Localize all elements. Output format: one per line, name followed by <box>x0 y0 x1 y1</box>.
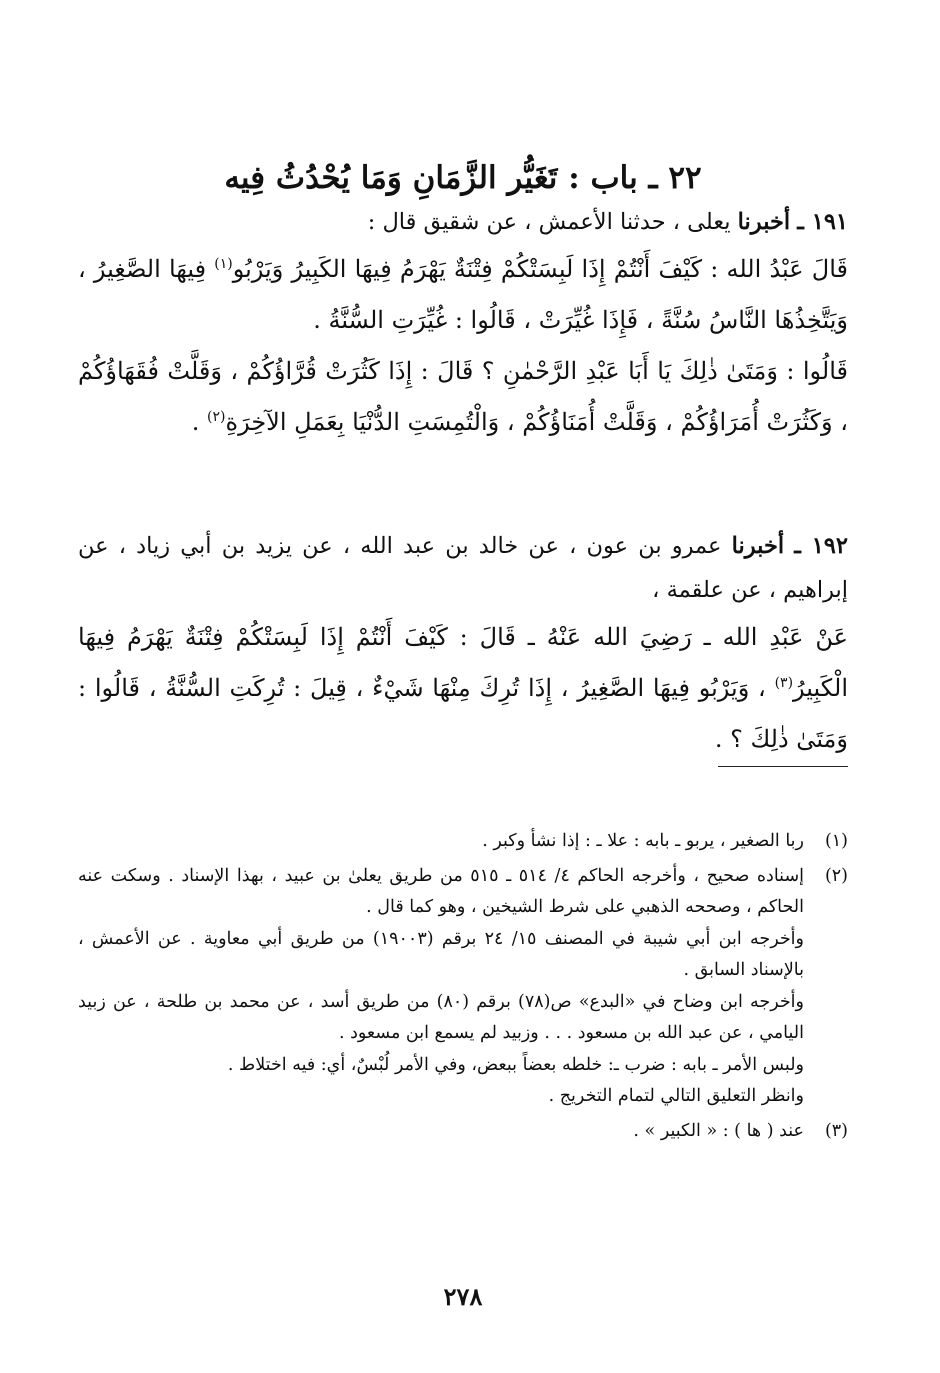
footnotes <box>78 826 848 1150</box>
footnote-ref[interactable]: (٣) <box>774 675 794 691</box>
footnote-2 <box>78 861 848 1113</box>
matn-text: . <box>191 408 208 436</box>
footnote-body <box>78 861 804 1113</box>
hadith-matn-paragraph <box>78 346 848 448</box>
isnad-chain: عمرو بن عون ، عن خالد بن عبد الله ، عن يزيد بن أبي زياد ، عن إبراهيم ، عن علقمة ، <box>78 533 848 603</box>
book-page <box>78 0 848 1373</box>
matn-text: قَالَ عَبْدُ الله : كَيْفَ أَنْتُمْ إِذَا لَبِسَتْكُمْ فِتْنَةٌ يَهْرَمُ فِيهَا الكَبِيرُ وَيَرْبُو <box>232 255 849 283</box>
matn-text: ، وَيَرْبُو فِيهَا الصَّغِيرُ ، إِذَا تُرِكَ مِنْهَا شَيْءٌ ، قِيلَ : تُرِكَتِ السُّنَّةُ ، قَالُوا : وَمَتَىٰ ذٰلِكَ ؟ . <box>78 674 848 753</box>
hadith-number: ١٩٢ ـ <box>794 533 848 559</box>
footnote-number: (١) <box>824 831 848 851</box>
footnote-number: (٣) <box>824 1120 848 1141</box>
footnote-body <box>78 826 804 858</box>
footnote-text: وأخرجه ابن أبي شيبة في المصنف ١٥/ ٢٤ برقم (١٩٠٠٣) من طريق أبي معاوية . عن الأعمش ، بالإسناد السابق . <box>78 928 804 980</box>
isnad-chain: يعلى ، حدثنا الأعمش ، عن شقيق قال : <box>367 209 731 235</box>
footnote-ref[interactable]: (١) <box>214 256 233 272</box>
page-number: ٢٧٨ <box>443 1282 483 1311</box>
footnote-text: إسناده صحيح ، وأخرجه الحاكم ٤/ ٥١٤ ـ ٥١٥ من طريق يعلىٰ بن عبيد ، بهذا الإسناد . وسكت عنه الحاكم ، وصححه الذهبي على شرط الشيخين ، وهو كما قال . <box>78 865 804 917</box>
hadith-192 <box>78 524 848 765</box>
footnote-text: وانظر التعليق التالي لتمام التخريج . <box>548 1086 804 1106</box>
chapter-title: ٢٢ ـ باب : تَغَيُّر الزَّمَانِ وَمَا يُحْدُثُ فِيه <box>224 159 702 196</box>
footnote-text: ولبس الأمر ـ بابه : ضرب ـ: خلطه بعضاً ببعض، وفي الأمر لُبْسٌ، أي: فيه اختلاط . <box>227 1054 804 1075</box>
footnote-3 <box>78 1116 848 1148</box>
footnote-ref[interactable]: (٢) <box>207 409 226 425</box>
matn-text: عَنْ عَبْدِ الله ـ رَضِيَ الله عَنْهُ ـ قَالَ : كَيْفَ أَنْتُمْ إِذَا لَبِسَتْكُمْ فِتْنَةٌ يَهْرَمُ فِيهَا الْكَبِيرُ <box>78 623 848 702</box>
footnote-separator <box>718 766 848 767</box>
hadith-isnad <box>78 524 848 612</box>
matn-text: قَالُوا : وَمَتَىٰ ذٰلِكَ يَا أَبَا عَبْدِ الرَّحْمٰنِ ؟ قَالَ : إِذَا كَثُرَتْ قُرَّاؤُكُمْ ، وَقَلَّتْ فُقَهَاؤُكُمْ ، وَكَثُرَتْ أُمَرَاؤُكُمْ ، وَقَلَّتْ أُمَنَاؤُكُمْ ، وَالْتُمِسَتِ الدُّنْيَا بِعَمَلِ الآخِرَةِ <box>78 357 848 436</box>
isnad-label: أخبرنا <box>731 533 785 559</box>
hadith-191 <box>78 200 848 448</box>
hadith-isnad <box>78 200 848 244</box>
footnote-1 <box>78 826 848 858</box>
isnad-label: أخبرنا <box>737 209 791 235</box>
footnote-text: ربا الصغير ، يربو ـ بابه : علا ـ : إذا نشأ وكبر . <box>482 831 804 851</box>
footnote-body <box>78 1116 804 1148</box>
hadith-matn-paragraph <box>78 244 848 346</box>
footnote-number: (٢) <box>824 865 848 886</box>
hadith-number: ١٩١ ـ <box>797 209 848 235</box>
matn-text: فِيهَا الصَّغِيرُ ، وَيَتَّخِذُهَا النَّاسُ سُنَّةً ، فَإِذَا غُيِّرَتْ ، قَالُوا : غُيِّرَتِ السُّنَّةُ . <box>78 255 848 334</box>
footnote-text: عند ( ها ) : « الكبير » . <box>633 1120 804 1141</box>
footnote-text: وأخرجه ابن وضاح في «البدع» ص(٧٨) برقم (٨٠) من طريق أسد ، عن محمد بن طلحة ، عن زبيد اليامي ، عن عبد الله بن مسعود . . . وزبيد لم يسمع ابن مسعود . <box>78 991 804 1043</box>
hadith-matn-paragraph <box>78 612 848 765</box>
